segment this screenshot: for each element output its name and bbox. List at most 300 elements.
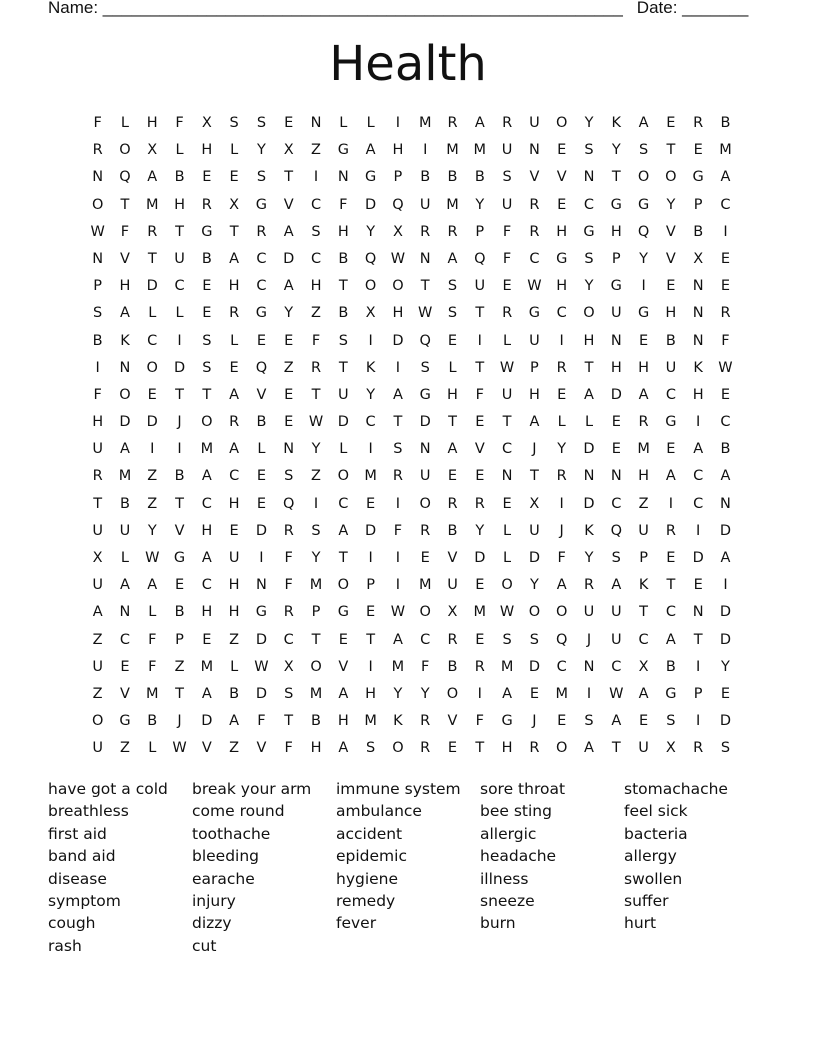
grid-cell[interactable]: Q [419, 332, 431, 349]
grid-cell[interactable]: V [283, 196, 294, 213]
grid-cell[interactable]: W [527, 278, 542, 295]
grid-cell[interactable]: I [559, 332, 564, 349]
grid-cell[interactable]: D [337, 414, 349, 431]
grid-cell[interactable]: Y [584, 550, 594, 566]
grid-cell[interactable]: T [175, 223, 184, 240]
grid-cell[interactable]: H [201, 522, 213, 539]
grid-cell[interactable]: F [502, 223, 512, 240]
grid-cell[interactable]: G [337, 604, 349, 621]
grid-cell[interactable]: A [638, 685, 649, 702]
grid-cell[interactable]: T [229, 223, 239, 240]
grid-cell[interactable]: A [119, 577, 130, 594]
grid-cell[interactable]: L [503, 522, 512, 539]
grid-cell[interactable]: M [637, 441, 650, 458]
grid-cell[interactable]: H [228, 604, 240, 621]
grid-cell[interactable]: T [338, 359, 348, 376]
grid-cell[interactable]: L [230, 142, 239, 159]
grid-cell[interactable]: H [119, 278, 131, 295]
grid-cell[interactable]: P [693, 685, 703, 702]
grid-cell[interactable]: A [693, 441, 704, 458]
grid-cell[interactable]: G [665, 414, 677, 431]
grid-cell[interactable]: U [447, 577, 458, 594]
grid-cell[interactable]: D [583, 441, 595, 458]
grid-cell[interactable]: E [693, 142, 703, 159]
grid-cell[interactable]: O [555, 604, 568, 621]
grid-cell[interactable]: R [474, 658, 485, 675]
grid-cell[interactable]: E [229, 359, 239, 376]
grid-cell[interactable]: W [308, 414, 324, 431]
grid-cell[interactable]: B [338, 250, 349, 267]
grid-cell[interactable]: F [475, 713, 484, 730]
grid-cell[interactable]: N [720, 495, 731, 512]
grid-cell[interactable]: E [229, 169, 239, 186]
grid-cell[interactable]: H [365, 685, 377, 702]
grid-cell[interactable]: G [119, 713, 131, 730]
grid-cell[interactable]: W [145, 550, 160, 566]
grid-cell[interactable]: A [638, 115, 649, 131]
grid-cell[interactable]: I [395, 550, 401, 566]
grid-cell[interactable]: N [119, 359, 131, 376]
grid-cell[interactable]: Q [610, 522, 622, 539]
grid-cell[interactable]: T [529, 468, 539, 485]
grid-cell[interactable]: N [528, 142, 540, 159]
grid-cell[interactable]: R [638, 414, 649, 431]
grid-cell[interactable]: D [201, 713, 213, 730]
grid-cell[interactable]: I [395, 359, 401, 376]
grid-cell[interactable]: I [368, 658, 373, 675]
grid-cell[interactable]: O [637, 169, 650, 186]
grid-cell[interactable]: J [559, 522, 564, 539]
grid-cell[interactable]: W [254, 658, 269, 675]
grid-cell[interactable]: A [611, 713, 622, 730]
grid-cell[interactable]: R [420, 713, 431, 730]
grid-cell[interactable]: B [256, 414, 267, 431]
grid-cell[interactable]: W [499, 604, 515, 621]
grid-cell[interactable]: X [529, 495, 540, 512]
grid-cell[interactable]: G [337, 142, 349, 159]
grid-cell[interactable]: B [147, 713, 158, 730]
grid-cell[interactable]: R [283, 522, 294, 539]
grid-cell[interactable]: C [720, 414, 731, 431]
grid-cell[interactable]: L [339, 441, 348, 458]
grid-cell[interactable]: Z [311, 142, 321, 159]
grid-cell[interactable]: P [175, 631, 184, 648]
grid-cell[interactable]: F [311, 332, 321, 349]
grid-cell[interactable]: M [418, 577, 432, 594]
grid-cell[interactable]: B [420, 169, 431, 186]
grid-cell[interactable]: M [118, 468, 132, 485]
grid-cell[interactable]: I [313, 495, 319, 512]
grid-cell[interactable]: E [447, 332, 458, 349]
grid-cell[interactable]: T [175, 386, 184, 403]
grid-cell[interactable]: S [447, 305, 458, 322]
grid-cell[interactable]: I [368, 550, 373, 566]
grid-cell[interactable]: B [311, 713, 321, 730]
grid-cell[interactable]: A [119, 441, 130, 458]
grid-cell[interactable]: O [419, 495, 431, 512]
grid-cell[interactable]: L [557, 414, 566, 431]
grid-cell[interactable]: D [583, 495, 595, 512]
grid-cell[interactable]: A [720, 468, 731, 485]
grid-cell[interactable]: E [420, 550, 430, 566]
grid-cell[interactable]: M [364, 468, 377, 485]
grid-cell[interactable]: Y [257, 142, 266, 159]
grid-cell[interactable]: R [720, 305, 731, 322]
grid-cell[interactable]: V [447, 713, 458, 730]
grid-cell[interactable]: U [228, 550, 240, 566]
grid-cell[interactable]: N [583, 658, 595, 675]
grid-cell[interactable]: H [201, 142, 213, 159]
grid-cell[interactable]: M [145, 196, 159, 213]
grid-cell[interactable]: Y [666, 196, 676, 213]
grid-cell[interactable]: E [557, 196, 567, 213]
grid-cell[interactable]: G [255, 305, 268, 322]
grid-cell[interactable]: E [147, 386, 157, 403]
grid-cell[interactable]: L [175, 305, 184, 322]
grid-cell[interactable]: P [93, 278, 103, 295]
grid-cell[interactable]: A [665, 631, 676, 648]
grid-cell[interactable]: H [692, 386, 704, 403]
grid-cell[interactable]: X [283, 658, 294, 675]
grid-cell[interactable]: K [611, 115, 622, 131]
grid-cell[interactable]: A [119, 305, 130, 322]
grid-cell[interactable]: B [174, 169, 185, 186]
grid-cell[interactable]: U [638, 740, 649, 757]
grid-cell[interactable]: Q [364, 250, 377, 267]
grid-cell[interactable]: A [147, 577, 158, 594]
grid-cell[interactable]: S [284, 685, 294, 702]
grid-cell[interactable]: O [310, 658, 322, 675]
grid-cell[interactable]: M [473, 604, 487, 621]
grid-cell[interactable]: D [255, 685, 268, 702]
grid-cell[interactable]: Q [392, 196, 404, 213]
grid-cell[interactable]: X [693, 250, 704, 267]
grid-cell[interactable]: T [666, 142, 676, 159]
grid-cell[interactable]: S [93, 305, 103, 322]
grid-cell[interactable]: C [665, 386, 676, 403]
grid-cell[interactable]: T [475, 305, 485, 322]
grid-cell[interactable]: O [555, 740, 568, 757]
grid-cell[interactable]: B [474, 169, 485, 186]
grid-cell[interactable]: Z [174, 658, 185, 675]
grid-cell[interactable]: N [610, 332, 622, 349]
grid-cell[interactable]: U [92, 740, 103, 757]
grid-cell[interactable]: T [475, 359, 485, 376]
grid-cell[interactable]: P [311, 604, 321, 621]
grid-cell[interactable]: D [283, 250, 295, 267]
grid-cell[interactable]: Y [611, 142, 621, 159]
grid-cell[interactable]: T [611, 169, 621, 186]
grid-cell[interactable]: X [92, 550, 103, 566]
grid-cell[interactable]: B [119, 495, 130, 512]
grid-cell[interactable]: Y [393, 685, 403, 702]
grid-cell[interactable]: R [447, 631, 458, 648]
grid-cell[interactable]: C [174, 278, 185, 295]
grid-cell[interactable]: J [177, 414, 182, 431]
grid-cell[interactable]: D [146, 278, 158, 295]
grid-cell[interactable]: I [177, 441, 182, 458]
grid-cell[interactable]: E [720, 386, 731, 403]
grid-cell[interactable]: H [392, 142, 404, 159]
grid-cell[interactable]: E [475, 414, 485, 431]
grid-cell[interactable]: E [666, 278, 676, 295]
grid-cell[interactable]: V [256, 386, 267, 403]
grid-cell[interactable]: M [391, 658, 405, 675]
grid-cell[interactable]: O [501, 577, 513, 594]
grid-cell[interactable]: A [556, 577, 567, 594]
grid-cell[interactable]: N [501, 468, 513, 485]
grid-cell[interactable]: H [665, 305, 677, 322]
grid-cell[interactable]: X [229, 196, 240, 213]
grid-cell[interactable]: B [720, 441, 731, 458]
grid-cell[interactable]: M [200, 658, 214, 675]
grid-cell[interactable]: O [146, 359, 158, 376]
grid-cell[interactable]: Y [284, 305, 294, 322]
grid-cell[interactable]: I [150, 441, 155, 458]
grid-cell[interactable]: D [719, 604, 732, 621]
grid-cell[interactable]: A [720, 550, 731, 566]
grid-cell[interactable]: D [692, 550, 704, 566]
grid-cell[interactable]: G [173, 550, 186, 566]
grid-cell[interactable]: U [174, 250, 185, 267]
grid-cell[interactable]: R [665, 522, 676, 539]
grid-cell[interactable]: G [692, 169, 704, 186]
date-field-label[interactable]: Date: _______ [636, 0, 749, 17]
grid-cell[interactable]: C [256, 250, 267, 267]
grid-cell[interactable]: E [557, 386, 567, 403]
grid-cell[interactable]: Y [366, 223, 376, 240]
grid-cell[interactable]: Q [283, 495, 295, 512]
grid-cell[interactable]: G [255, 196, 268, 213]
grid-cell[interactable]: I [641, 278, 646, 295]
grid-cell[interactable]: S [611, 550, 621, 566]
grid-cell[interactable]: C [693, 468, 704, 485]
grid-cell[interactable]: F [421, 658, 430, 675]
grid-cell[interactable]: W [172, 740, 187, 757]
grid-cell[interactable]: E [202, 169, 212, 186]
grid-cell[interactable]: C [720, 196, 731, 213]
grid-cell[interactable]: H [174, 196, 185, 213]
grid-cell[interactable]: E [447, 740, 458, 757]
grid-cell[interactable]: G [637, 305, 650, 322]
grid-cell[interactable]: E [284, 386, 294, 403]
grid-cell[interactable]: R [420, 223, 431, 240]
grid-cell[interactable]: G [201, 223, 213, 240]
grid-cell[interactable]: X [447, 604, 458, 621]
grid-cell[interactable]: F [120, 223, 130, 240]
grid-cell[interactable]: R [229, 414, 240, 431]
grid-cell[interactable]: B [447, 169, 458, 186]
grid-cell[interactable]: V [474, 441, 485, 458]
grid-cell[interactable]: V [447, 550, 458, 566]
grid-cell[interactable]: D [719, 713, 732, 730]
grid-cell[interactable]: O [364, 278, 377, 295]
grid-cell[interactable]: Y [721, 658, 730, 675]
grid-cell[interactable]: N [583, 169, 595, 186]
grid-cell[interactable]: U [665, 359, 677, 376]
grid-cell[interactable]: X [283, 142, 294, 159]
grid-cell[interactable]: I [477, 332, 482, 349]
grid-cell[interactable]: V [256, 740, 267, 757]
grid-cell[interactable]: S [311, 223, 321, 240]
grid-cell[interactable]: R [474, 495, 485, 512]
grid-cell[interactable]: I [368, 332, 373, 349]
grid-cell[interactable]: T [175, 685, 184, 702]
grid-cell[interactable]: Y [584, 278, 594, 295]
grid-cell[interactable]: G [364, 169, 377, 186]
grid-cell[interactable]: S [229, 115, 239, 131]
grid-cell[interactable]: H [228, 577, 240, 594]
grid-cell[interactable]: R [420, 740, 431, 757]
grid-cell[interactable]: M [309, 577, 323, 594]
grid-cell[interactable]: I [696, 658, 701, 675]
grid-cell[interactable]: B [174, 468, 185, 485]
grid-cell[interactable]: E [475, 631, 485, 648]
grid-cell[interactable]: W [418, 305, 433, 322]
grid-cell[interactable]: R [529, 223, 540, 240]
grid-cell[interactable]: E [447, 468, 458, 485]
grid-cell[interactable]: F [148, 631, 157, 648]
grid-cell[interactable]: U [529, 522, 540, 539]
grid-cell[interactable]: H [583, 332, 595, 349]
grid-cell[interactable]: U [529, 332, 540, 349]
grid-cell[interactable]: R [256, 223, 267, 240]
grid-cell[interactable]: M [200, 441, 214, 458]
grid-cell[interactable]: K [584, 522, 594, 539]
grid-cell[interactable]: Z [311, 468, 321, 485]
grid-cell[interactable]: R [147, 223, 158, 240]
grid-cell[interactable]: M [418, 115, 432, 131]
grid-cell[interactable]: O [392, 278, 404, 295]
grid-cell[interactable]: L [120, 550, 129, 566]
grid-cell[interactable]: Q [474, 250, 486, 267]
grid-cell[interactable]: L [230, 658, 239, 675]
grid-cell[interactable]: C [556, 658, 567, 675]
grid-cell[interactable]: E [284, 115, 294, 131]
grid-cell[interactable]: R [529, 740, 540, 757]
grid-cell[interactable]: E [256, 468, 267, 485]
grid-cell[interactable]: U [338, 386, 349, 403]
grid-cell[interactable]: W [390, 604, 406, 621]
grid-cell[interactable]: F [175, 115, 184, 131]
grid-cell[interactable]: M [555, 685, 568, 702]
grid-cell[interactable]: E [557, 713, 567, 730]
grid-cell[interactable]: L [503, 332, 512, 349]
grid-cell[interactable]: Z [283, 359, 294, 376]
grid-cell[interactable]: Q [555, 631, 568, 648]
grid-cell[interactable]: O [337, 468, 350, 485]
grid-cell[interactable]: K [393, 713, 403, 730]
grid-cell[interactable]: R [229, 305, 240, 322]
grid-cell[interactable]: E [693, 577, 703, 594]
grid-cell[interactable]: J [532, 713, 537, 730]
name-field-label[interactable]: Name: _______________________________________________________ [48, 0, 623, 17]
grid-cell[interactable]: T [175, 495, 184, 512]
grid-cell[interactable]: O [665, 169, 677, 186]
grid-cell[interactable]: S [202, 332, 212, 349]
grid-cell[interactable]: U [474, 278, 486, 295]
grid-cell[interactable]: C [420, 631, 431, 648]
grid-cell[interactable]: S [584, 250, 594, 267]
grid-cell[interactable]: Y [311, 441, 321, 458]
grid-cell[interactable]: G [610, 196, 622, 213]
grid-cell[interactable]: S [666, 713, 676, 730]
grid-cell[interactable]: X [665, 740, 676, 757]
grid-cell[interactable]: Y [529, 577, 539, 594]
grid-cell[interactable]: T [338, 550, 348, 566]
grid-cell[interactable]: C [611, 495, 622, 512]
grid-cell[interactable]: T [584, 359, 594, 376]
grid-cell[interactable]: T [147, 250, 157, 267]
grid-cell[interactable]: K [693, 359, 703, 376]
grid-cell[interactable]: K [365, 359, 376, 376]
grid-cell[interactable]: L [148, 740, 157, 757]
grid-cell[interactable]: A [529, 414, 540, 431]
grid-cell[interactable]: D [365, 522, 377, 539]
grid-cell[interactable]: R [201, 196, 212, 213]
grid-cell[interactable]: O [91, 196, 104, 213]
grid-cell[interactable]: U [92, 577, 103, 594]
grid-cell[interactable]: T [93, 495, 103, 512]
grid-cell[interactable]: S [393, 441, 403, 458]
grid-cell[interactable]: F [721, 332, 730, 349]
grid-cell[interactable]: W [90, 223, 105, 240]
grid-cell[interactable]: W [609, 685, 624, 702]
grid-cell[interactable]: N [692, 332, 704, 349]
grid-cell[interactable]: T [284, 713, 294, 730]
grid-cell[interactable]: C [693, 495, 704, 512]
grid-cell[interactable]: L [339, 115, 348, 131]
grid-cell[interactable]: T [666, 577, 676, 594]
grid-cell[interactable]: O [337, 577, 350, 594]
grid-cell[interactable]: S [202, 359, 212, 376]
grid-cell[interactable]: F [257, 713, 266, 730]
grid-cell[interactable]: N [256, 577, 267, 594]
grid-cell[interactable]: G [419, 386, 431, 403]
grid-cell[interactable]: X [147, 142, 158, 159]
grid-cell[interactable]: H [610, 359, 622, 376]
grid-cell[interactable]: H [447, 386, 458, 403]
grid-cell[interactable]: A [392, 386, 403, 403]
grid-cell[interactable]: U [610, 631, 622, 648]
grid-cell[interactable]: R [283, 604, 294, 621]
grid-cell[interactable]: C [119, 631, 130, 648]
grid-cell[interactable]: G [583, 223, 595, 240]
grid-cell[interactable]: D [365, 196, 377, 213]
grid-cell[interactable]: E [502, 278, 512, 295]
grid-cell[interactable]: X [365, 305, 376, 322]
grid-cell[interactable]: R [583, 577, 595, 594]
grid-cell[interactable]: C [310, 196, 322, 213]
grid-cell[interactable]: J [586, 631, 592, 648]
grid-cell[interactable]: D [119, 414, 131, 431]
grid-cell[interactable]: E [120, 658, 130, 675]
grid-cell[interactable]: H [228, 278, 240, 295]
grid-cell[interactable]: S [584, 142, 594, 159]
grid-cell[interactable]: O [91, 713, 104, 730]
grid-cell[interactable]: T [693, 631, 703, 648]
grid-cell[interactable]: Y [475, 196, 485, 213]
grid-cell[interactable]: K [638, 577, 649, 594]
grid-cell[interactable]: D [255, 631, 268, 648]
grid-cell[interactable]: P [475, 223, 485, 240]
grid-cell[interactable]: C [556, 305, 567, 322]
grid-cell[interactable]: C [365, 414, 376, 431]
grid-cell[interactable]: E [174, 577, 185, 594]
grid-cell[interactable]: I [586, 685, 592, 702]
grid-cell[interactable]: N [692, 305, 704, 322]
grid-cell[interactable]: B [447, 658, 458, 675]
